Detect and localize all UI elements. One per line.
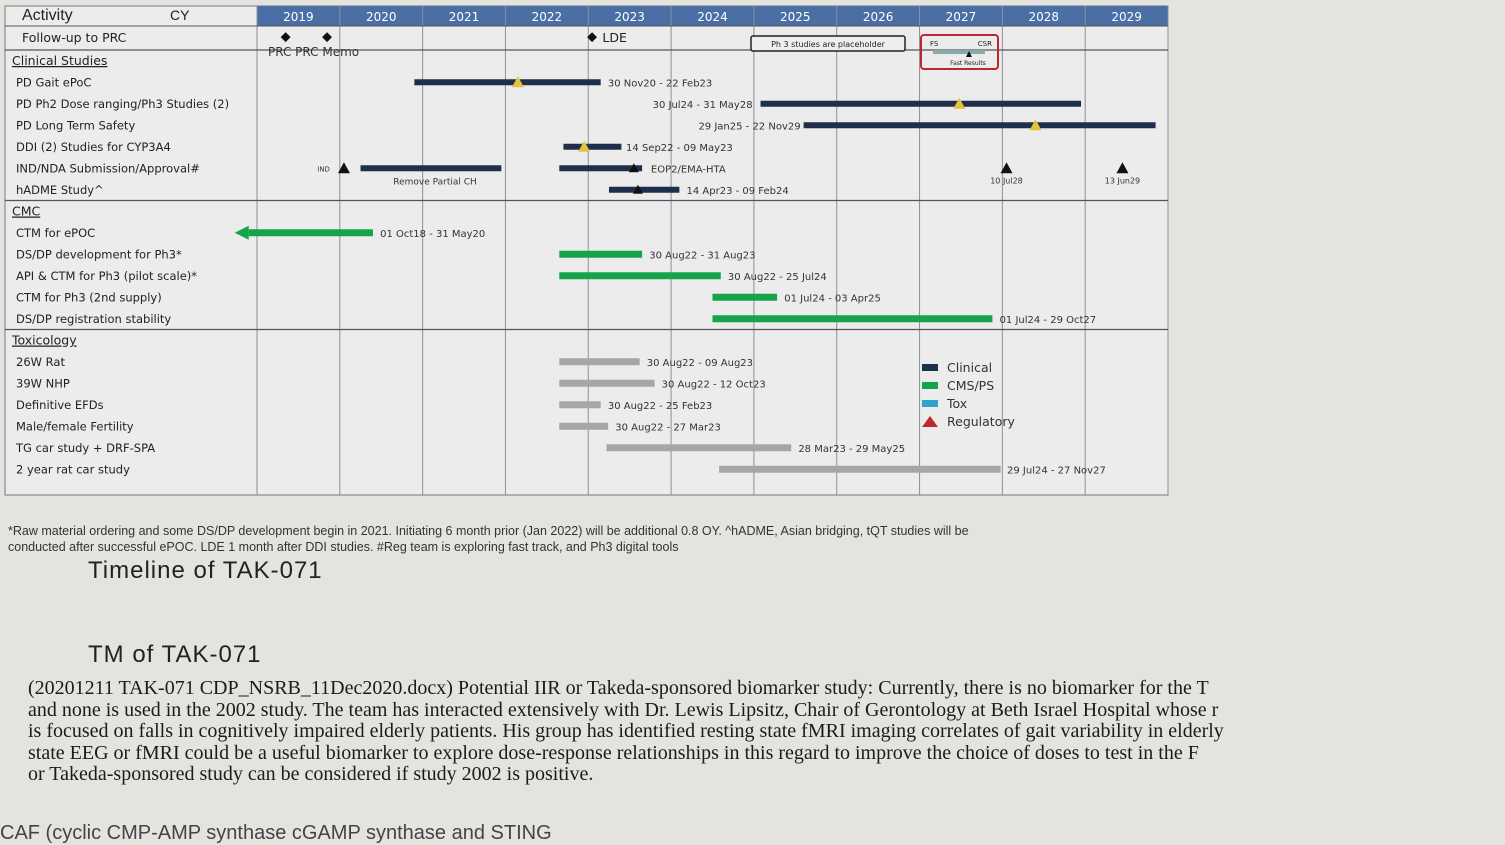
footnote: [8, 523, 1088, 555]
row-bar: [713, 294, 778, 301]
lde-label: LDE: [602, 30, 627, 45]
row-label: 2 year rat car study: [16, 462, 130, 477]
red-box-right: CSR: [977, 40, 992, 48]
row-label: DS/DP development for Ph3*: [16, 247, 182, 262]
label-2029: 13 Jun29: [1104, 176, 1141, 186]
row-caption: 14 Apr23 - 09 Feb24: [686, 185, 789, 197]
paragraph-line-3: is focused on falls in cognitively impaired elderly patients. His group has identified resting state fMRI imaging correlates of gait variability in elderly: [28, 720, 1224, 742]
section-label: Clinical Studies: [12, 53, 108, 68]
gantt-svg: [0, 0, 1175, 500]
legend-swatch: [922, 364, 938, 371]
red-box-bar: [933, 50, 985, 54]
gantt-chart: [0, 0, 1175, 504]
row-caption: 01 Oct18 - 31 May20: [380, 228, 486, 240]
row-bar: [559, 165, 642, 171]
row-label: Male/female Fertility: [16, 419, 134, 434]
row-caption: 30 Aug22 - 25 Jul24: [727, 271, 827, 283]
row-caption: 30 Nov20 - 22 Feb23: [607, 78, 713, 90]
tm-heading: TM of TAK-071: [88, 641, 262, 668]
placeholder-text: Ph 3 studies are placeholder: [771, 40, 885, 49]
row-caption: EOP2/EMA-HTA: [650, 164, 726, 176]
bottom-cut-line: CAF (cyclic CMP-AMP synthase cGAMP synthase and STING: [0, 822, 552, 844]
row-bar: [559, 251, 642, 258]
cy-header: CY: [170, 7, 190, 23]
footnote-line-2: conducted after successful ePOC. LDE 1 month after DDI studies. #Reg team is exploring fast track, and Ph3 digital tools: [8, 540, 679, 554]
red-box-bottom: Fast Results: [950, 60, 986, 67]
row-label: 26W Rat: [16, 355, 65, 369]
row-bar: [761, 101, 1082, 107]
row-caption: 30 Aug22 - 09 Aug23: [646, 357, 754, 369]
legend-label: Regulatory: [947, 414, 1015, 429]
section-label: Toxicology: [12, 332, 77, 348]
activity-header: Activity: [22, 7, 73, 24]
row-bar: [559, 358, 639, 365]
paragraph-line-2: and none is used in the 2002 study. The team has interacted extensively with Dr. Lewis Lipsitz, Chair of Gerontology at Beth Israel Hospital whose r: [28, 698, 1219, 721]
legend-label: Clinical: [947, 360, 993, 375]
row-bar: [559, 380, 654, 387]
red-box-left: FS: [930, 40, 939, 48]
row-label: PD Ph2 Dose ranging/Ph3 Studies (2): [16, 97, 230, 111]
row-bar: [713, 315, 993, 322]
row-caption: 01 Jul24 - 29 Oct27: [999, 314, 1097, 326]
row-caption: 29 Jan25 - 22 Nov29: [698, 121, 801, 133]
row-caption: 30 Aug22 - 12 Oct23: [661, 379, 766, 391]
row-caption: 01 Jul24 - 03 Apr25: [784, 293, 881, 305]
legend-swatch: [922, 400, 938, 407]
row-bar: [563, 144, 621, 150]
label-2028: 10 Jul28: [990, 176, 1023, 186]
row-label: Definitive EFDs: [16, 398, 104, 412]
row-label: CTM for ePOC: [16, 226, 96, 240]
row-caption: 30 Aug22 - 25 Feb23: [607, 400, 713, 412]
row-bar: [414, 79, 600, 85]
year-label-2022: 2022: [531, 10, 563, 24]
row-label: PD Long Term Safety: [16, 118, 136, 133]
section-label: CMC: [12, 203, 41, 219]
legend-label: CMS/PS: [947, 378, 995, 393]
row-caption: 30 Aug22 - 31 Aug23: [649, 250, 756, 262]
year-label-2023: 2023: [614, 10, 645, 24]
row-label: hADME Study^: [16, 183, 104, 197]
year-label-2024: 2024: [697, 10, 728, 24]
year-label-2026: 2026: [862, 10, 894, 24]
timeline-heading: Timeline of TAK-071: [88, 557, 323, 584]
year-label-2019: 2019: [283, 10, 314, 24]
footnote-line-1: *Raw material ordering and some DS/DP development begin in 2021. Initiating 6 month prior (Jan 2022) will be additional 0.8 OY. ^hADME, Asian bridging, tQT studies will be: [8, 524, 969, 538]
row-label: PD Gait ePoC: [16, 75, 92, 90]
row-label: CTM for Ph3 (2nd supply): [16, 290, 162, 305]
year-label-2021: 2021: [448, 10, 480, 24]
row-bar: [559, 401, 600, 408]
row-bar: [609, 187, 679, 193]
row-caption: 28 Mar23 - 29 May25: [798, 443, 906, 455]
legend-label: Tox: [947, 396, 968, 411]
year-label-2027: 2027: [945, 10, 977, 24]
row-caption: 30 Aug22 - 27 Mar23: [615, 422, 721, 434]
ind-label: IND: [317, 165, 330, 174]
row-bar: [559, 423, 608, 430]
row-caption: 29 Jul24 - 27 Nov27: [1007, 465, 1106, 477]
paragraph-line-4: state EEG or fMRI could be a useful biomarker to explore dose-response relationships in this regard to improve the choice of doses to test in the F: [28, 741, 1199, 764]
row-label: 39W NHP: [16, 376, 70, 391]
row-bar: [719, 466, 1001, 473]
year-label-2020: 2020: [365, 10, 397, 24]
row-caption: 30 Jul24 - 31 May28: [652, 99, 753, 111]
row-label: TG car study + DRF-SPA: [16, 441, 156, 455]
year-label-2025: 2025: [780, 10, 811, 24]
row-label: API & CTM for Ph3 (pilot scale)*: [16, 269, 198, 283]
row-label: IND/NDA Submission/Approval#: [16, 161, 200, 176]
row-label: DS/DP registration stability: [16, 312, 172, 326]
paragraph-line-1: (20201211 TAK-071 CDP_NSRB_11Dec2020.docx) Potential IIR or Takeda-sponsored biomarker study: Currently, there is no biomarker for the T: [28, 677, 1209, 699]
legend-swatch: [922, 382, 938, 389]
year-label-2029: 2029: [1111, 10, 1142, 24]
row-caption: 14 Sep22 - 09 May23: [626, 142, 733, 154]
document-paragraph: [28, 678, 1505, 786]
remove-partial-label: Remove Partial CH: [393, 177, 477, 188]
paragraph-line-5: or Takeda-sponsored study can be considered if study 2002 is positive.: [28, 763, 594, 785]
row-bar: [804, 122, 1156, 128]
row-label: DDI (2) Studies for CYP3A4: [16, 140, 171, 154]
row-bar: [361, 165, 502, 171]
year-label-2028: 2028: [1028, 10, 1060, 24]
row-bar: [606, 444, 791, 451]
followup-text: PRC PRC Memo: [268, 45, 360, 59]
row-bar: [559, 272, 720, 279]
followup-label: Follow-up to PRC: [22, 30, 127, 45]
row-bar: [249, 229, 373, 236]
